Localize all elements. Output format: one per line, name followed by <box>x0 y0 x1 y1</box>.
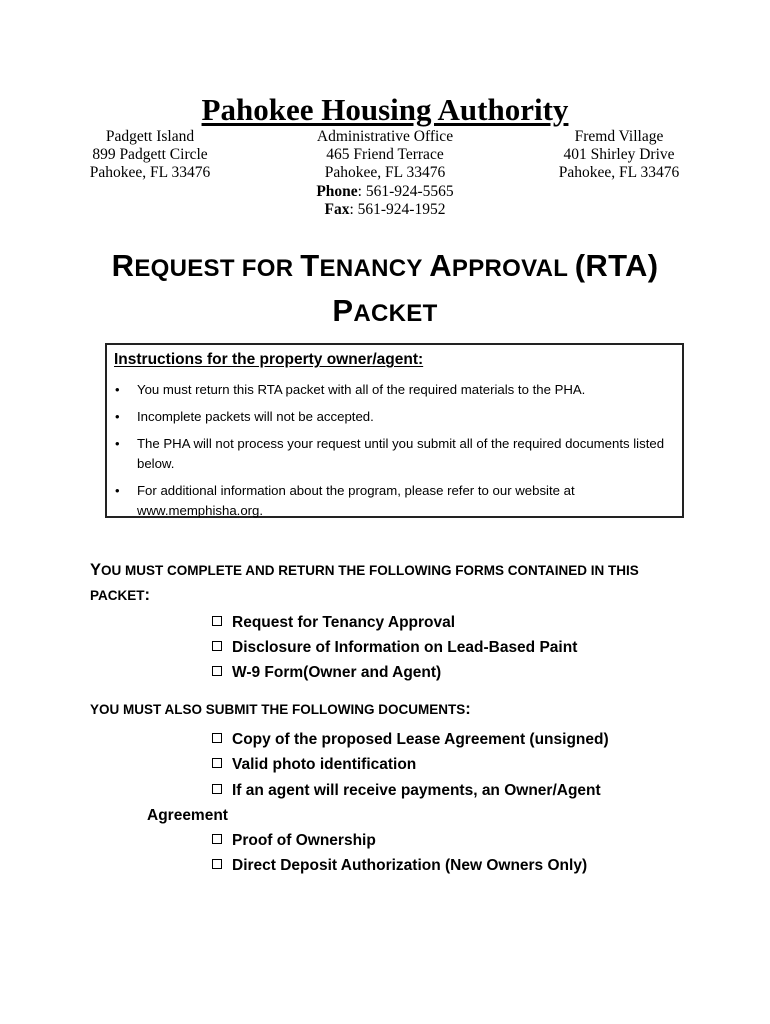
address-line: 401 Shirley Drive <box>563 146 675 164</box>
checkbox-icon[interactable] <box>212 758 222 768</box>
checkbox-icon[interactable] <box>212 784 222 794</box>
address-line: 899 Padgett Circle <box>92 146 208 164</box>
address-line: Fremd Village <box>574 128 664 145</box>
instruction-text: You must return this RTA packet with all of the required materials to the PHA. <box>137 382 586 397</box>
fax-line <box>295 201 475 219</box>
administrative-office-address <box>295 128 475 219</box>
phone-number: : 561-924-5565 <box>357 182 454 200</box>
document-title-line-2 <box>0 293 770 329</box>
instructions-heading: Instructions for the property owner/agent: <box>114 351 424 368</box>
checklist-item-lead-paint[interactable]: Disclosure of Information on Lead-Based Paint <box>212 638 577 658</box>
title-word: TENANCY <box>300 248 430 283</box>
checkbox-icon[interactable] <box>212 641 222 651</box>
checkbox-icon[interactable] <box>212 733 222 743</box>
checklist-item-lease[interactable]: Copy of the proposed Lease Agreement (unsigned) <box>212 730 609 750</box>
phone-label: Phone <box>316 182 358 200</box>
document-title-line-1 <box>0 248 770 284</box>
title-word: REQUEST FOR <box>111 248 301 283</box>
instruction-text: The PHA will not process your request until you submit all of the required documents listed below. <box>137 436 665 471</box>
address-line: 465 Friend Terrace <box>326 146 444 164</box>
fremd-village-address <box>548 128 690 183</box>
address-line: Padgett Island <box>105 128 195 145</box>
address-line: Pahokee, FL 33476 <box>558 164 680 182</box>
bullet-icon: • <box>115 409 120 424</box>
checklist-item-continuation: Agreement <box>147 807 228 824</box>
address-line: Pahokee, FL 33476 <box>324 164 446 182</box>
checklist-item-photo-id[interactable]: Valid photo identification <box>212 755 416 775</box>
address-line: Administrative Office <box>316 128 454 145</box>
checkbox-icon[interactable] <box>212 666 222 676</box>
checklist-item-w9[interactable]: W-9 Form(Owner and Agent) <box>212 663 441 683</box>
checkbox-icon[interactable] <box>212 859 222 869</box>
bullet-icon: • <box>115 483 120 498</box>
instruction-bullet <box>115 434 675 474</box>
checklist-item-direct-deposit[interactable]: Direct Deposit Authorization (New Owners Only) <box>212 856 587 876</box>
page-title: Pahokee Housing Authority <box>201 92 569 127</box>
padgett-island-address <box>80 128 220 183</box>
bullet-icon: • <box>115 436 120 451</box>
bullet-icon: • <box>115 382 120 397</box>
address-line: Pahokee, FL 33476 <box>89 164 211 182</box>
instructions-box <box>105 343 684 518</box>
checklist-item-rta[interactable]: Request for Tenancy Approval <box>212 613 455 633</box>
title-rest: ACKET <box>353 300 438 327</box>
instruction-text: Incomplete packets will not be accepted. <box>137 409 374 424</box>
phone-line <box>295 183 475 201</box>
instruction-text: For additional information about the program, please refer to our website at www.memphisha.org. <box>137 483 575 518</box>
instruction-bullet <box>115 407 675 427</box>
required-forms-heading: YOU MUST COMPLETE AND RETURN THE FOLLOWING FORMS CONTAINED IN THIS PACKET: <box>90 561 639 604</box>
checkbox-icon[interactable] <box>212 616 222 626</box>
title-initial: P <box>332 293 354 328</box>
title-word: APPROVAL <box>429 248 575 283</box>
instruction-bullet <box>115 481 675 521</box>
instruction-bullet <box>115 380 675 400</box>
checklist-item-ownership[interactable]: Proof of Ownership <box>212 831 376 851</box>
fax-label: Fax <box>324 200 350 218</box>
required-documents-heading: YOU MUST ALSO SUBMIT THE FOLLOWING DOCUMENTS: <box>90 700 471 718</box>
checklist-item-owner-agent[interactable]: If an agent will receive payments, an Owner/Agent <box>212 781 601 801</box>
title-word: (RTA) <box>574 248 659 283</box>
checkbox-icon[interactable] <box>212 834 222 844</box>
fax-number: : 561-924-1952 <box>349 200 446 218</box>
